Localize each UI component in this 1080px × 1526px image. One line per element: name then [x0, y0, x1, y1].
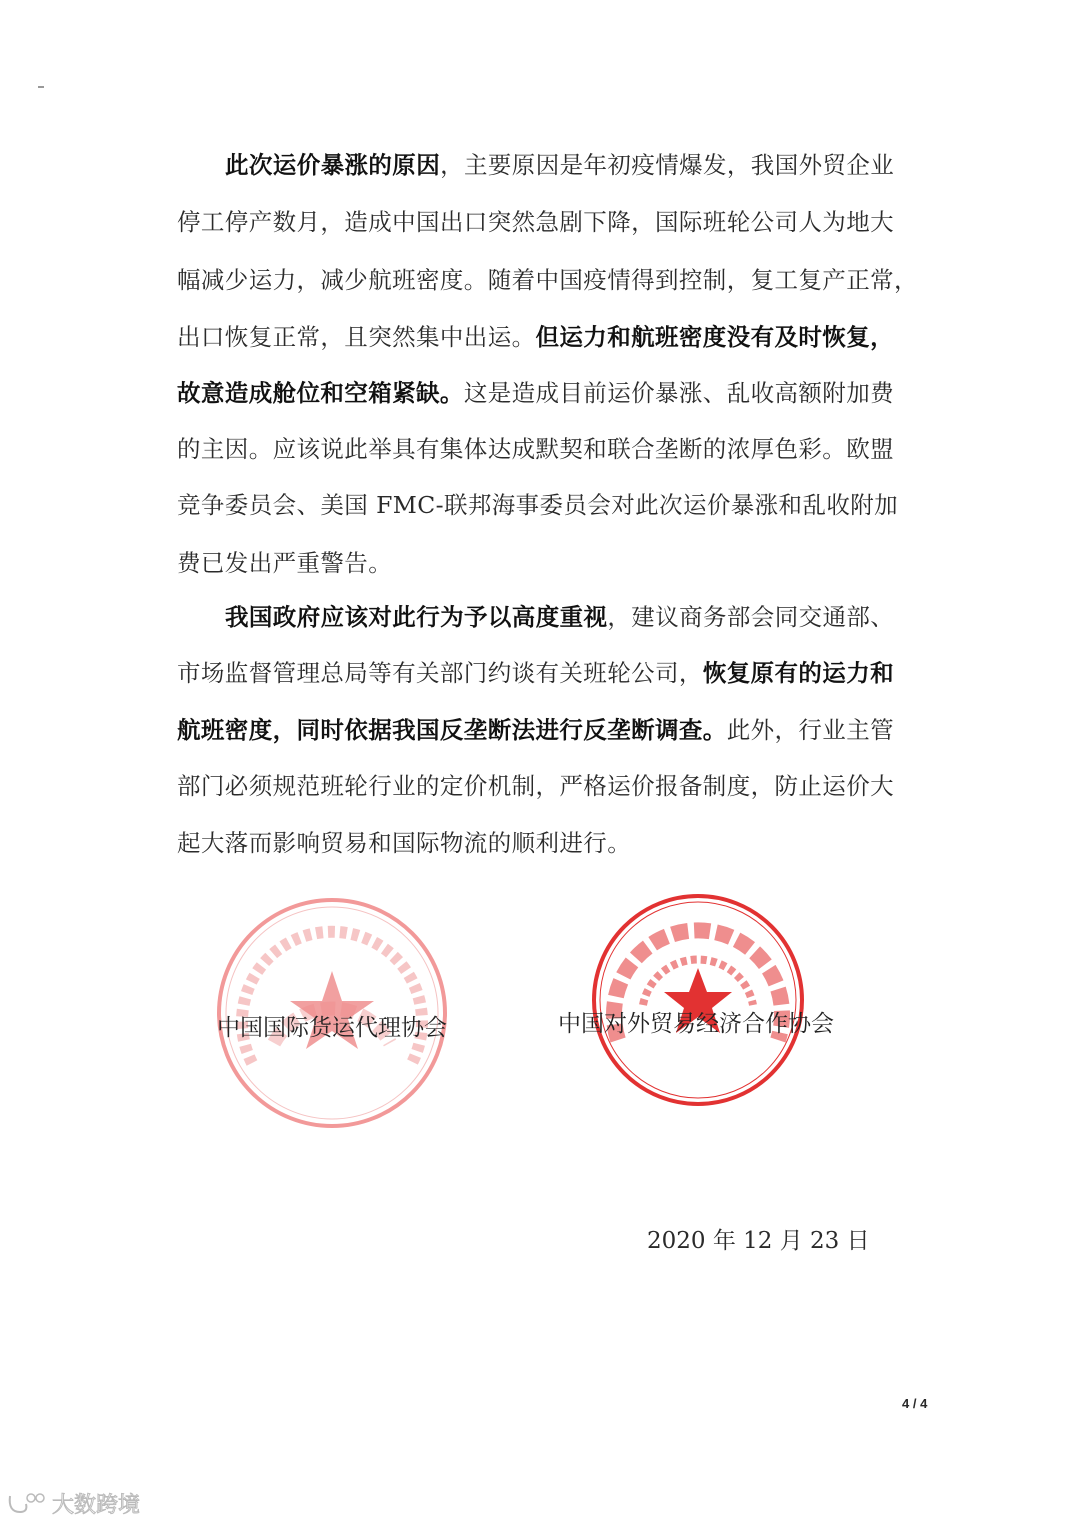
text-segment: ，主要原因是年初疫情爆发，我国外贸企业: [440, 151, 895, 179]
scan-speck: [38, 86, 44, 88]
bold-text-segment: 此次运价暴涨的原因: [225, 151, 441, 179]
paragraph-line: [177, 828, 631, 858]
text-segment: 这是造成目前运价暴涨、乱收高额附加费: [463, 379, 895, 407]
text-segment: ，建议商务部会同交通部、: [607, 603, 895, 631]
paragraph-line: [177, 771, 894, 801]
paragraph-line: [177, 434, 894, 464]
paragraph-line: [177, 265, 918, 295]
text-segment: 竞争委员会、美国 FMC-联邦海事委员会对此次运价暴涨和乱收附加: [177, 491, 899, 519]
bold-text-segment: 我国政府应该对此行为予以高度重视: [225, 603, 608, 631]
page-number: 4 / 4: [902, 1396, 928, 1411]
paragraph-line: [177, 207, 894, 237]
paragraph-line: [177, 548, 392, 578]
signatory-csa: 中国对外贸易经济合作协会: [558, 1011, 834, 1037]
text-segment: 出口恢复正常，且突然集中出运。: [177, 323, 536, 351]
watermark: [6, 1488, 140, 1519]
text-segment: 市场监督管理总局等有关部门约谈有关班轮公司，: [177, 659, 703, 687]
paragraph-line: [177, 322, 894, 352]
paragraph-line: [177, 658, 894, 688]
text-segment: 此外，行业主管: [726, 716, 895, 744]
seal-csa: [588, 890, 808, 1110]
paragraph-line: [225, 150, 894, 180]
text-segment: 停工停产数月，造成中国出口突然急剧下降，国际班轮公司人为地大: [177, 208, 894, 236]
bold-text-segment: 航班密度，同时依据我国反垄断法进行反垄断调查。: [177, 716, 727, 744]
bold-text-segment: 恢复原有的运力和: [702, 659, 895, 687]
bold-text-segment: 但运力和航班密度没有及时恢复，: [535, 323, 894, 351]
watermark-text: 大数跨境: [52, 1493, 141, 1518]
text-segment: 幅减少运力，减少航班密度。随着中国疫情得到控制，复工复产正常，: [177, 266, 918, 294]
paragraph-line: [177, 715, 894, 745]
paragraph-line: [177, 378, 894, 408]
paragraph-line: [177, 490, 898, 520]
text-segment: 费已发出严重警告。: [177, 549, 393, 577]
signatory-cifa: 中国国际货运代理协会: [217, 1015, 447, 1041]
watermark-logo-icon: [6, 1492, 46, 1516]
letter-date: 2020 年 12 月 23 日: [647, 1228, 870, 1254]
paragraph-line: [225, 602, 894, 632]
text-segment: 部门必须规范班轮行业的定价机制，严格运价报备制度，防止运价大: [177, 772, 894, 800]
bold-text-segment: 故意造成舱位和空箱紧缺。: [177, 379, 464, 407]
text-segment: 起大落而影响贸易和国际物流的顺利进行。: [177, 829, 632, 857]
text-segment: 的主因。应该说此举具有集体达成默契和联合垄断的浓厚色彩。欧盟: [177, 435, 894, 463]
